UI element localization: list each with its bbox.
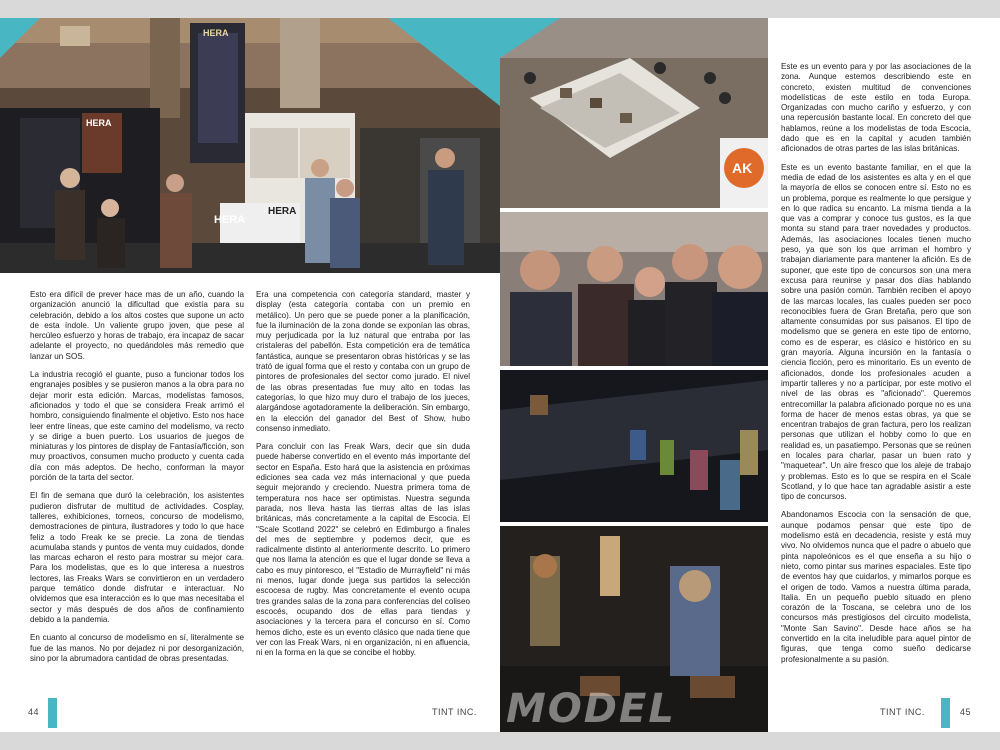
- right-page-teal-corner: [500, 18, 560, 58]
- page-number-right: 45: [960, 707, 972, 717]
- right-page-tab: [941, 698, 950, 728]
- booth-sign-2: HERA: [214, 214, 246, 226]
- paragraph: La industria recogió el guante, puso a funcionar todos los engranajes posibles y se pusieron manos a la obra para no dejar morir esta edición. Marcas, modelistas famosos, aficionados y todo el que se considera Freak arrimó el hombro, consiguiendo finalmente el objetivo. Esto nos hace leer entre líneas, que este camino del modelismo, va recto y se dirige a buen puerto. Los usuarios de juegos de miniaturas y los pintores de display de Fantasía/ficción, son muy proactivos, consumen mucho producto y cuenta cada día con más adeptos. De hecho, conforman la mayor porción de la tarta del sector.: [30, 370, 244, 483]
- page-number-left: 44: [28, 707, 40, 717]
- right-text-column: [781, 62, 971, 673]
- paragraph: Era una competencia con categoría standard, master y display (esta categoría contaba con un premio en metálico). Un pero que se puede poner a la planificación, fue la iluminación de la zona donde se exponían las obras, muy perjudicada por la luz natural que entraba por las cristaleras del pabellón. Esta competición era de temática fantástica, aunque se presentaron obras históricas y se las trató de igual forma que el resto y contaba con un grupo de pintores de profesionales del sector como jurado. El nivel de las obras presentadas fue muy alto en todas las categorías, lo que hizo muy duro el trabajo de los jueces, alargándose agotadoramente la deliberación. Sin embargo, en la elección del ganador del Best of Show, hubo consenso inmediato.: [256, 290, 470, 433]
- paragraph: Este es un evento bastante familiar, en el que la media de edad de los asistentes es alta y en el que la mayoría de ellos se conocen entre sí. Esto no es un problema, porque es realmente lo que persigue y en lo que radica su encanto. La misma tienda a la que vas a comprar y conoce tus gustos, es la que monta su stand para traer novedades y productos. Además, las asociaciones locales tienen mucho peso, ya que son los que arriman el hombro y trabajan diariamente para mantener la afición. Es de suponer, que este tipo de concursos son una mera excusa para reunirse y pasar dos días hablando sobre una pasión común. También reciben el apoyo de las marcas locales, las cuales pueden ser poco reconocibles fuera de Gran Bretaña, pero que son altamente consumidas por sus paisanos. El tipo de modelismo que se genera en este tipo de entorno, como es de esperar, es clásico e histórico en su gran mayoría. Alguna incursión en la fantasía o ciencia ficción, pero es minoritario. Es un evento de aficionados, donde los profesionales acuden a impartir talleres y no a participar, por este motivo el nivel de las obras es "aficionado". Queremos entrecomillar la palabra aficionado porque no es una forma de hacer de menos estas obras, ya que se encentran trabajos de gran factura, pero los realizan personas que utilizan el hobby como lo que en realidad es, un pasatiempo. Personas que se reúnen en locales para charlar, pasar un buen rato y "maquetear". Un aire fresco que los aleje de trabajo y problemas. Esto es lo que se respira en el Scale Scotland, y lo que hace tan agradable asistir a este tipo de concursos.: [781, 162, 971, 502]
- right-page-display-photo: [500, 370, 768, 522]
- paragraph: El fin de semana que duró la celebración, los asistentes pudieron disfrutar de multitud de actividades. Cosplay, talleres, exhibiciones, torneos, concurso de modelismo, demostraciones de pintura, ilustradores y todo lo que hace feliz a todo Freak ke se precie. La zona de tiendas acumulaba stands y puntos de venta muy cuidados, donde las marcas echaron el resto para mostrar su mejor cara. Para los modelistas, que es lo que interesa a nuestros lectores, las Freaks Wars se convirtieron en un verdadero parque temático donde disfrutar e interactuar. No olvidemos que esa interacción es lo que mas necesitaba el sector y más después de dos años de confinamiento debido a la pandemia.: [30, 491, 244, 624]
- paragraph: En cuanto al concurso de modelismo en sí, literalmente se fue de las manos. No por dejadez ni por desorganización, sino por la abrumadora cantidad de obras presentadas.: [30, 633, 244, 663]
- left-page-tab: [48, 698, 57, 728]
- right-page: [500, 18, 1000, 732]
- booth-sign-1: HERA: [86, 118, 112, 128]
- booth-sign-3: HERA: [268, 206, 297, 217]
- paragraph: Abandonamos Escocia con la sensación de que, aunque podamos pensar que este tipo de modelismo está en decadencia, resiste y está muy vivo. No olvidemos nunca que el padre o abuelo que pinta napoleónicos es el que enseña a su hijo o nieto, como pintar sus marines espaciales. Este tipo de eventos hay que cuidarlos, y mimarlos porque es el origen de todo. Vamos a nuestra última parada, Italia. En un pequeño pueblo situado en pleno corazón de la Toscana, se celebra uno de los concursos más prestigiosos del circuito modelista, "Monte San Savino". Desde hace años se ha convertido en la cita ineludible para aquel pintor de figuras, que tenga como sueño dedicarse profesionalmente a su pasión.: [781, 510, 971, 664]
- left-text-column-1: [30, 290, 244, 672]
- paragraph: Para concluir con las Freak Wars, decir que sin duda puede haberse convertido en el evento más importante del sector en España. Esto hará que la asistencia en próximas ediciones sea cada vez más internacional y que pueda seguir mejorando y creciendo. Nuestra primera toma de temperatura nos hace ser optimistas. Nuestra segunda parada, nos lleva hasta las tierras altas de las islas británicas, más concretamente a la capital de Escocia. El "Scale Scotland 2022" se celebró en Edimburgo a finales del mes de septiembre y podemos decir, que es radicalmente distinto al anteriormente descrito. Lo primero que nos llama la atención es que el lugar donde se lleva a cabo es muy pintoresco, el "Estadio de Murrayfield" ni más ni menos, lugar donde juega sus partidos la selección escocesa de rugby. Mas concretamente el evento ocupa tres grandes salas de la zona para conferencias del coliseo escocés, ocupando dos de ellas para tiendas y asociaciones y la tercera para el concurso en sí. Como hemos dicho, este es un evento clásico que nada tiene que ver con las Freak Wars, ni en organización, ni en afluencia, ni en la forma en la que se concibe el hobby.: [256, 442, 470, 658]
- left-page: [0, 18, 500, 732]
- right-page-group-photo: [500, 212, 768, 366]
- left-page-teal-triangle: [388, 18, 500, 106]
- watermark: MODEL: [506, 686, 676, 732]
- left-page-teal-corner: [0, 18, 40, 58]
- publisher-left: TINT INC.: [432, 707, 477, 717]
- ak-sign: AK: [732, 160, 753, 176]
- paragraph: Este es un evento para y por las asociaciones de la zona. Aunque estemos describiendo este en concreto, existen multitud de convenciones modelísticas de este estilo en toda Europa. Organizadas con mucho cariño y esfuerzo, y con una repercusión bastante local. En concreto del que hablamos, reúne a los modelistas de toda Escocia, dado que es en la capital y acuden también aficionados de otras partes de las islas británicas.: [781, 62, 971, 154]
- booth-banner: HERA: [203, 28, 229, 38]
- paragraph: Esto era difícil de prever hace mas de un año, cuando la organización anunció la dificultad que existía para su celebración, debido a los altos costes que supone un acto de esta índole. Un valiente grupo joven, que pese al hercúleo esfuerzo y horas de trabajo, era incapaz de sacar adelante el proyecto, no quedándoles más remedio que lanzar un SOS.: [30, 290, 244, 361]
- publisher-right: TINT INC.: [880, 707, 925, 717]
- left-text-column-2: [256, 290, 470, 666]
